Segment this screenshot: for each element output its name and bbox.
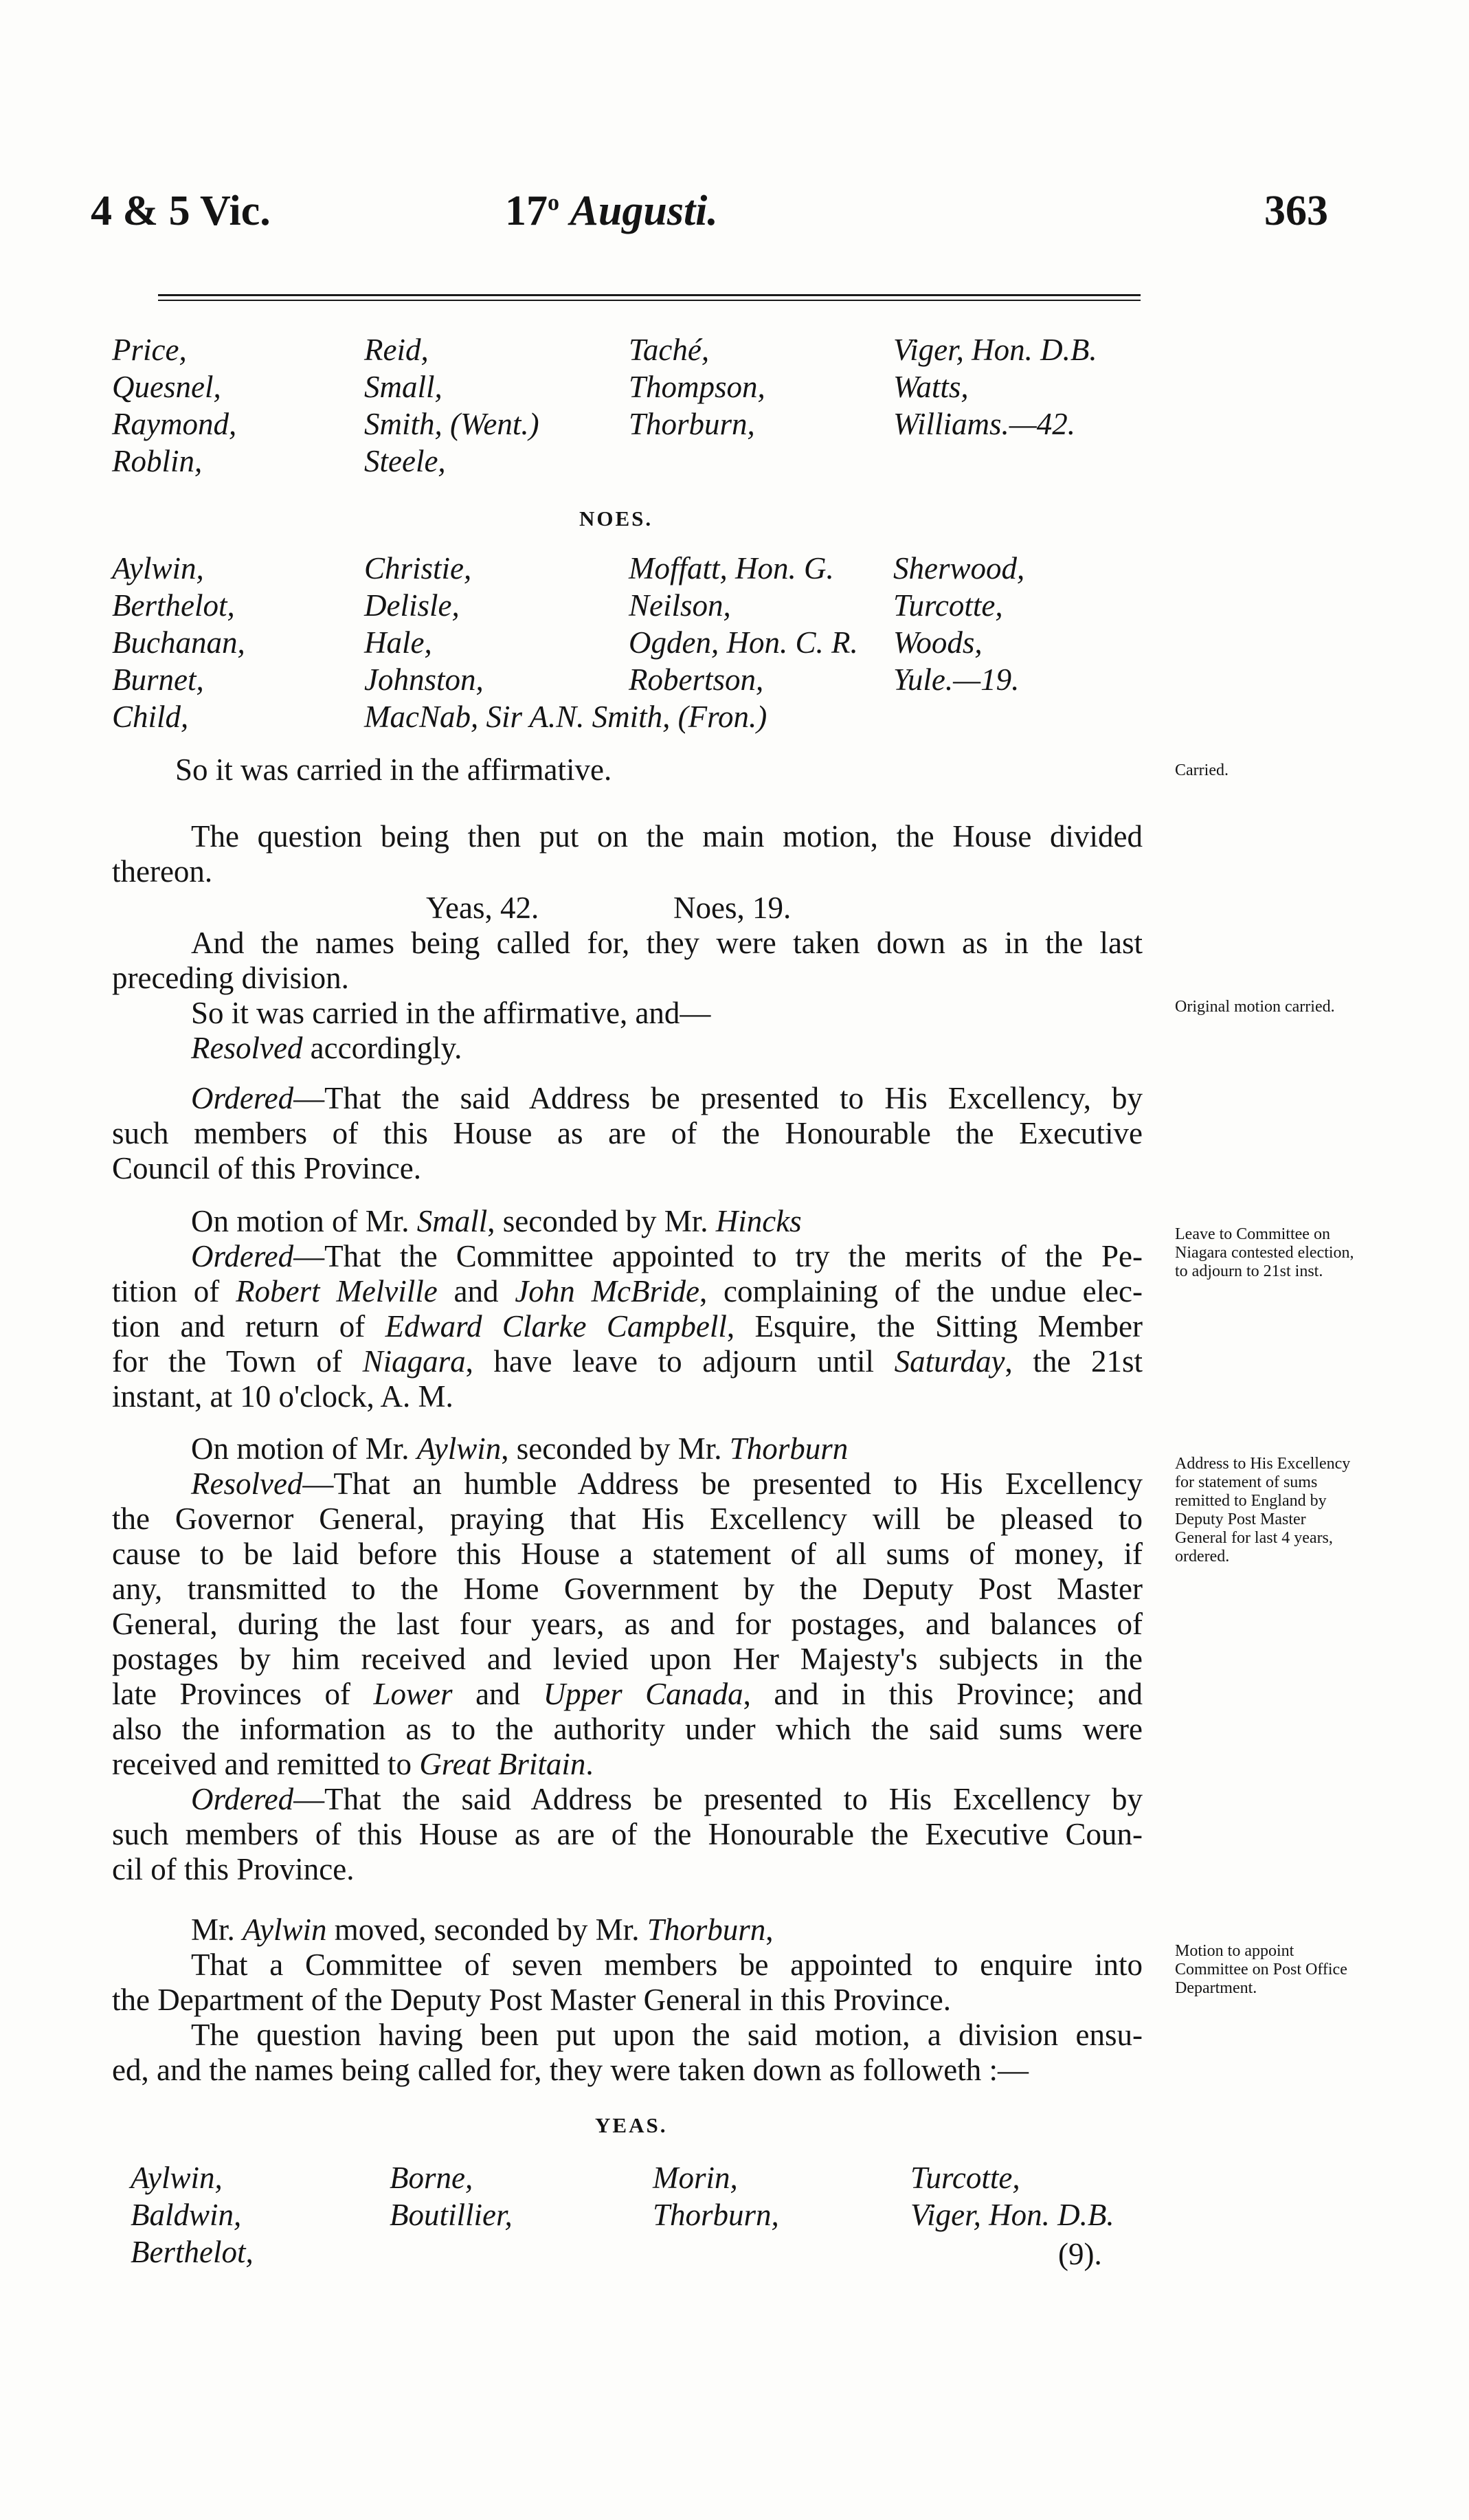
- text-line: ed, and the names being called for, they were taken down as followeth :—: [112, 2053, 1029, 2087]
- text-fragment: Mr.: [191, 1913, 243, 1947]
- voter-name: Hale,: [364, 625, 432, 660]
- text-line: any, transmitted to the Home Government by the Deputy Post Master: [112, 1572, 1143, 1606]
- voter-name: Williams.—42.: [893, 407, 1076, 441]
- text-fragment: , and in this Province; and: [743, 1677, 1143, 1711]
- text-line: received and remitted to Great Britain.: [112, 1747, 594, 1781]
- text-fragment: , the 21st: [1005, 1344, 1143, 1379]
- text-fragment: On motion of Mr.: [191, 1431, 417, 1466]
- text-line: The question being then put on the main motion, the House divided: [191, 819, 1143, 854]
- ordered-paragraph: [112, 1081, 1143, 1186]
- petitioner-name: John McBride: [515, 1274, 700, 1308]
- voter-name: Thorburn,: [629, 407, 755, 441]
- division-count: (9).: [1058, 2237, 1102, 2271]
- seconder-name: Thorburn: [729, 1431, 849, 1466]
- margin-original-motion: Original motion carried.: [1175, 998, 1335, 1016]
- voter-name: Turcotte,: [910, 2161, 1020, 2195]
- text-fragment: and: [452, 1677, 543, 1711]
- yeas-col2: [390, 2159, 513, 2233]
- voter-name: Viger, Hon. D.B.: [910, 2198, 1114, 2232]
- names-called-paragraph: [112, 926, 1143, 1066]
- text-line: such members of this House as are of the Honourable the Executive: [112, 1116, 1143, 1150]
- text-fragment: moved, seconded by Mr.: [326, 1913, 647, 1947]
- yeas-col3: [653, 2159, 779, 2233]
- text-fragment: accordingly.: [302, 1031, 462, 1065]
- text-line: cil of this Province.: [112, 1852, 355, 1886]
- division-noes: Noes, 19.: [673, 891, 792, 925]
- text-fragment: —That an humble Address be presented to His Excellency: [302, 1467, 1143, 1501]
- voter-name: Smith, (Went.): [364, 407, 539, 441]
- text-line: [112, 1031, 1143, 1066]
- ordered-word: Ordered: [191, 1081, 294, 1115]
- text-fragment: tion and return of: [112, 1309, 385, 1343]
- text-fragment: —That the said Address be presented to His Excellency, by: [293, 1081, 1143, 1115]
- header-rule: [158, 294, 1141, 296]
- margin-carried: Carried.: [1175, 761, 1229, 779]
- text-line: [112, 1344, 1143, 1379]
- text-line: That a Committee of seven members be appointed to enquire into: [191, 1948, 1143, 1982]
- noes-col1: [112, 550, 245, 735]
- voter-name: Buchanan,: [112, 625, 245, 660]
- voter-name: Taché,: [629, 333, 710, 367]
- seconder-name: Thorburn: [647, 1913, 766, 1947]
- date-superscript: o: [548, 190, 559, 216]
- voter-name: Sherwood,: [893, 551, 1025, 586]
- text-line: The question having been put upon the said motion, a division ensu-: [191, 2018, 1143, 2052]
- text-line: cause to be laid before this House a statement of all sums of money, if: [112, 1537, 1143, 1571]
- voter-name: Aylwin,: [131, 2161, 223, 2195]
- text-fragment: —That the Committee appointed to try the merits of the Pe-: [293, 1239, 1143, 1273]
- voter-name: Yule.—19.: [893, 662, 1020, 697]
- text-line: Council of this Province.: [112, 1151, 421, 1185]
- noes-col4: [893, 550, 1024, 698]
- voter-name: Aylwin,: [112, 551, 204, 586]
- voter-name: Burnet,: [112, 662, 204, 697]
- member-name: Edward Clarke Campbell: [385, 1309, 727, 1343]
- text-line: also the information as to the authority under which the said sums were: [112, 1712, 1143, 1746]
- aylwin-motion-paragraph: [112, 1431, 1143, 1887]
- mover-name: Aylwin: [416, 1431, 502, 1466]
- voter-name: Quesnel,: [112, 370, 221, 404]
- text-line: [112, 1239, 1143, 1274]
- text-fragment: received and remitted to: [112, 1747, 420, 1781]
- text-fragment: , seconded by Mr.: [501, 1431, 730, 1466]
- voter-name: Robertson,: [629, 662, 764, 697]
- date-month: Augusti.: [570, 188, 718, 234]
- voter-name: Steele,: [364, 444, 446, 478]
- voter-name: Turcotte,: [893, 588, 1003, 623]
- text-fragment: , Esquire, the Sitting Member: [726, 1309, 1143, 1343]
- voter-name: Thompson,: [629, 370, 765, 404]
- text-line: Mr. Aylwin moved, seconded by Mr. Thorburn,: [191, 1913, 774, 1947]
- text-line: instant, at 10 o'clock, A. M.: [112, 1379, 453, 1414]
- text-line: the Department of the Deputy Post Master General in this Province.: [112, 1983, 951, 2017]
- text-line: And the names being called for, they were taken down as in the last: [191, 926, 1143, 960]
- voter-name: Berthelot,: [112, 588, 235, 623]
- place-name: Upper Canada: [543, 1677, 743, 1711]
- margin-post-office-committee: Motion to appoint Committee on Post Office Department.: [1175, 1942, 1347, 1997]
- text-line: postages by him received and levied upon Her Majesty's subjects in the: [112, 1642, 1143, 1676]
- text-line: the Governor General, praying that His Excellency will be pleased to: [112, 1502, 1143, 1536]
- text-fragment: and: [437, 1274, 515, 1308]
- page-number: 363: [1264, 188, 1328, 234]
- text-line: preceding division.: [112, 961, 349, 995]
- text-line: [112, 1274, 1143, 1309]
- text-line: General, during the last four years, as and for postages, and balances of: [112, 1607, 1143, 1641]
- main-motion-paragraph: [112, 819, 1143, 889]
- yeas-col4: [910, 2159, 1114, 2233]
- margin-niagara-committee: Leave to Committee on Niagara contested election, to adjourn to 21st inst.: [1175, 1225, 1354, 1280]
- voter-name: Delisle,: [364, 588, 460, 623]
- text-fragment: , seconded by Mr.: [487, 1204, 716, 1238]
- voter-name: Raymond,: [112, 407, 237, 441]
- voter-name: Child,: [112, 700, 189, 734]
- text-fragment: for the Town of: [112, 1344, 363, 1379]
- voter-name: Christie,: [364, 551, 472, 586]
- place-name: Lower: [373, 1677, 453, 1711]
- carried-text: So it was carried in the affirmative.: [175, 752, 612, 787]
- voter-name: Viger, Hon. D.B.: [893, 333, 1097, 367]
- running-head-date: [505, 187, 718, 236]
- petitioner-name: Robert Melville: [236, 1274, 438, 1308]
- noes-heading: NOES.: [579, 506, 653, 531]
- ordered-word: Ordered: [191, 1782, 294, 1816]
- yeas-cont-col2: [364, 331, 539, 480]
- noes-col3: [629, 550, 858, 698]
- voter-name: Morin,: [653, 2161, 738, 2195]
- day-name: Saturday: [894, 1344, 1005, 1379]
- text-fragment: tition of: [112, 1274, 236, 1308]
- voter-name: Small,: [364, 370, 442, 404]
- ordered-word: Ordered: [191, 1239, 294, 1273]
- voter-name: Boutillier,: [390, 2198, 513, 2232]
- text-line: So it was carried in the affirmative, and—: [191, 996, 711, 1030]
- division-yeas: Yeas, 42.: [426, 891, 539, 925]
- voter-name: Borne,: [390, 2161, 473, 2195]
- voter-name: Baldwin,: [131, 2198, 242, 2232]
- seconder-name: Hincks: [715, 1204, 802, 1238]
- text-line: [112, 1081, 1143, 1116]
- text-line: [112, 1677, 1143, 1712]
- voter-name-line: MacNab, Sir A.N. Smith, (Fron.): [364, 700, 767, 734]
- place-name: Niagara: [362, 1344, 466, 1379]
- voter-name: Berthelot,: [131, 2235, 254, 2269]
- text-fragment: , complaining of the undue elec-: [699, 1274, 1143, 1308]
- text-line: [112, 1431, 1143, 1467]
- voter-name: Ogden, Hon. C. R.: [629, 625, 858, 660]
- text-fragment: On motion of Mr.: [191, 1204, 417, 1238]
- resolved-word: Resolved: [191, 1467, 303, 1501]
- yeas-cont-col4: [893, 331, 1097, 443]
- committee-motion-paragraph: [112, 1913, 1143, 2088]
- voter-name: Moffatt, Hon. G.: [629, 551, 834, 586]
- voter-name: Johnston,: [364, 662, 484, 697]
- yeas-cont-col1: [112, 331, 236, 480]
- text-line: such members of this House as are of the Honourable the Executive Coun-: [112, 1817, 1143, 1851]
- small-motion-paragraph: [112, 1204, 1143, 1414]
- yeas-cont-col3: [629, 331, 765, 443]
- yeas-col1: [131, 2159, 254, 2271]
- running-head-session: 4 & 5 Vic.: [91, 188, 271, 234]
- mover-name: Aylwin: [243, 1913, 327, 1947]
- resolved-word: Resolved: [191, 1031, 303, 1065]
- text-line: thereon.: [112, 854, 213, 889]
- text-line: [112, 1204, 1143, 1239]
- voter-name: Woods,: [893, 625, 983, 660]
- text-fragment: late Provinces of: [112, 1677, 374, 1711]
- text-fragment: —That the said Address be presented to His Excellency by: [293, 1782, 1143, 1816]
- mover-name: Small: [416, 1204, 488, 1238]
- voter-name: Watts,: [893, 370, 969, 404]
- text-line: [112, 1782, 1143, 1817]
- voter-name: Price,: [112, 333, 187, 367]
- text-line: [112, 1309, 1143, 1344]
- voter-name: Thorburn,: [653, 2198, 779, 2232]
- voter-name: Reid,: [364, 333, 429, 367]
- text-line: [112, 1467, 1143, 1502]
- yeas-heading: YEAS.: [595, 2113, 668, 2137]
- place-name: Great Britain: [419, 1747, 586, 1781]
- margin-address-statement: Address to His Excellency for statement of sums remitted to England by Deputy Post Master General for last 4 years, ordered.: [1175, 1455, 1351, 1565]
- voter-name: Neilson,: [629, 588, 731, 623]
- voter-name: Roblin,: [112, 444, 203, 478]
- text-fragment: , have leave to adjourn until: [465, 1344, 895, 1379]
- header-rule-second: [158, 300, 1141, 301]
- date-number: 17: [505, 188, 548, 234]
